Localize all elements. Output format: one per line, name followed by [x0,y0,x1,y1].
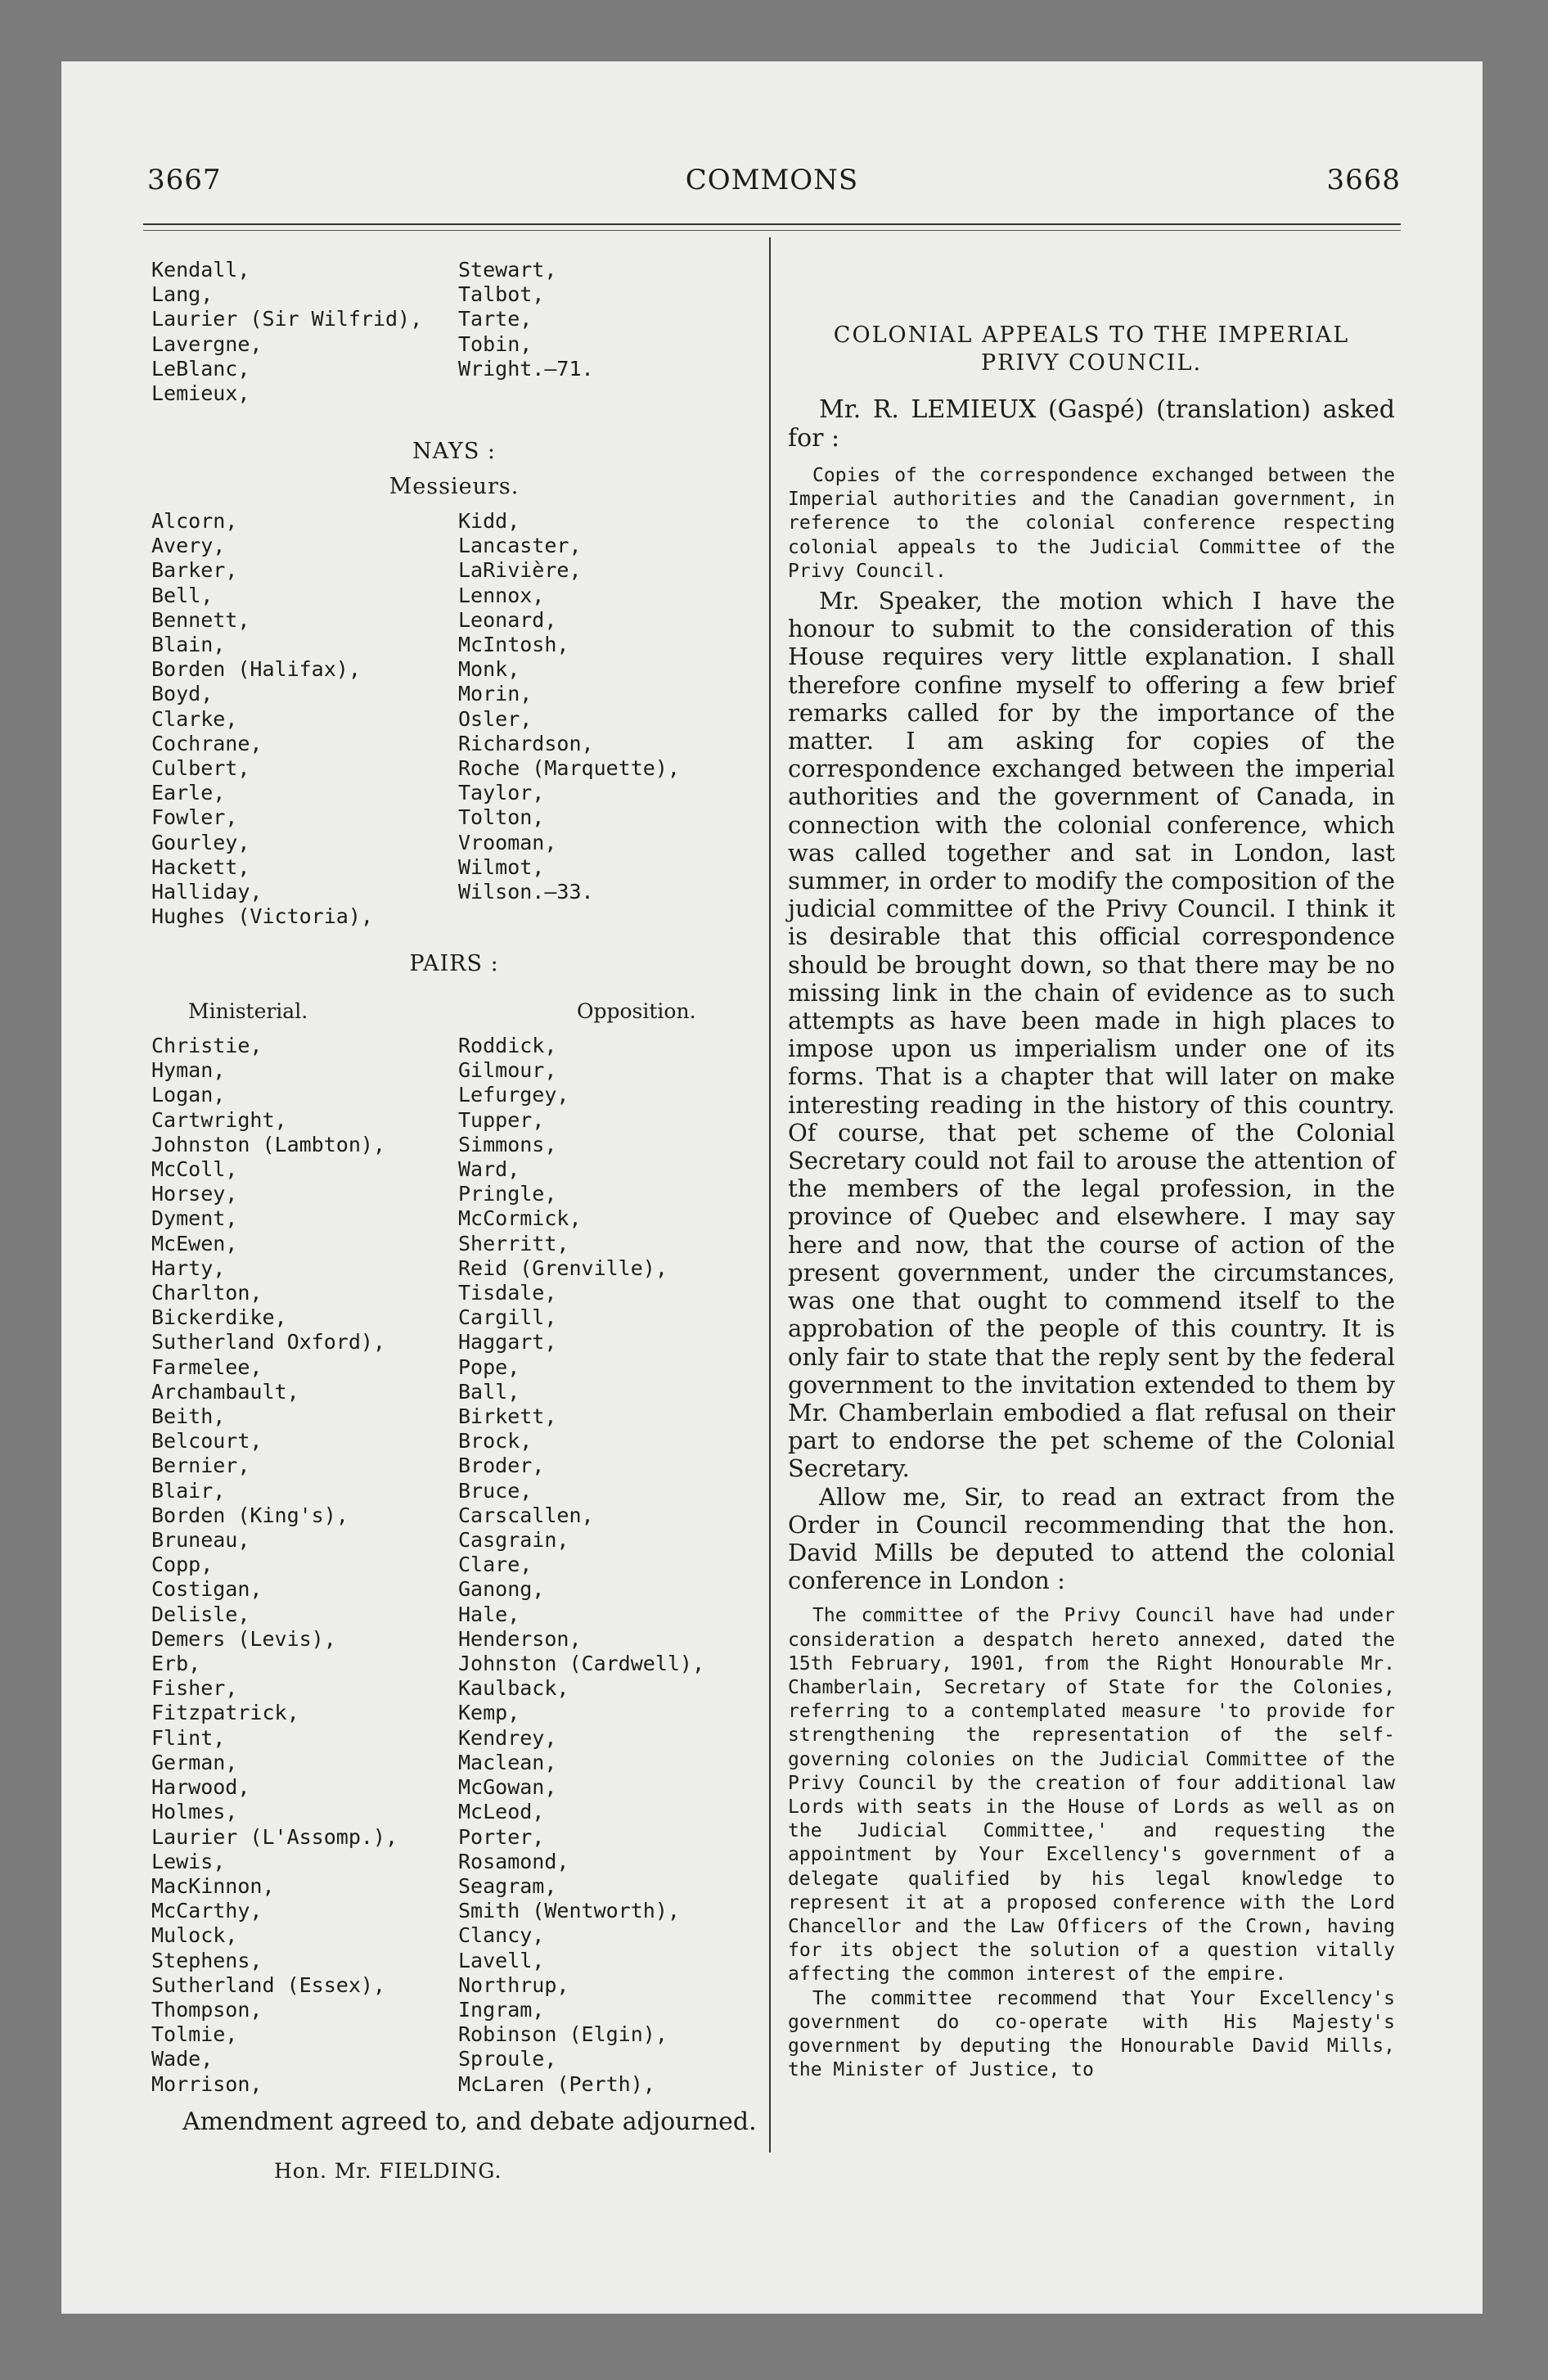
motion-text: Copies of the correspondence exchanged between the Imperial authorities and the Canadian government, in reference to the colonial conference respecting colonial appeals to the Judicial Committee of the Privy Council. [788,465,1395,582]
name-entry: Blair, [151,1478,226,1503]
name-entry: Cartwright, [151,1107,287,1132]
name-entry: Robinson (Elgin), [458,2022,668,2047]
left-page-number: 3667 [147,164,222,196]
order-in-council-quote-1: The committee of the Privy Council have had under consideration a despatch hereto annexed, dated the 15th February, 1901, from the Right Honourable Mr. Chamberlain, Secretary of State for the Colonies, referring to a contemplated measure 'to provide for strengthening the representation of the self-governing colonies on the Judicial Committee of the Privy Council by the creation of four additional law Lords with seats in the House of Lords as well as on the Judicial Committee,' and requesting the appointment by Your Excellency's government of a delegate qualified by his legal knowledge to represent it at a proposed conference with the Lord Chancellor and the Law Officers of the Crown, having for its object the solution of a question vitally affecting the common interest of the empire. [788,1605,1395,1986]
name-entry: Wilmot, [458,854,545,879]
name-entry: Henderson, [458,1626,582,1651]
name-entry: Rosamond, [458,1849,569,1873]
header-rule [143,223,1401,225]
name-entry: Costigan, [151,1577,263,1602]
name-entry: Gourley, [151,830,250,854]
nays-list [151,509,757,933]
name-entry: Roche (Marquette), [458,756,680,781]
header-rule-thin [143,230,1401,231]
name-entry: Johnston (Lambton), [151,1132,385,1156]
yeas-col2 [458,258,594,381]
pairs-heading: PAIRS : [409,951,499,976]
name-entry: Osler, [458,706,533,731]
name-entry: Bickerdike, [151,1305,287,1330]
name-entry: Hyman, [151,1058,226,1083]
motion-intro: Mr. R. LEMIEUX (Gaspé) (translation) asked for : [788,395,1395,453]
name-entry: Earle, [151,781,226,805]
name-entry: McCormick, [458,1206,582,1231]
speech-paragraph-1: Mr. Speaker, the motion which I have the honour to submit to the consideration of this House requires very little explanation. I shall therefore confine myself to offering a few brief remarks called for by the importance of the matter. I am asking for copies of the correspondence exchanged between the imperial authorities and the government of Canada, in connection with the colonial conference, which was called together and sat in London, last summer, in order to modify the composition of the judicial committee of the Privy Council. I think it is desirable that this official correspondence should be brought down, so that there may be no missing link in the chain of evidence as to such attempts as have been made in high places to impose upon us imperialism under one of its forms. That is a chapter that will later on make interesting reading in the history of this country. Of course, that pet scheme of the Colonial Secretary could not fail to arouse the attention of the members of the legal profession, in the province of Quebec and elsewhere. I may say here and now, that the course of action of the present government, under the circumstances, was one that ought to commend itself to the approbation of the people of this country. It is only fair to state that the reply sent by the federal government to the invitation extended to them by Mr. Chamberlain embodied a flat refusal on their part to endorse the pet scheme of the Colonial Secretary. [788,587,1395,1483]
pairs-subheads [151,999,757,1025]
nays-heading: NAYS : [412,439,497,464]
name-entry: Morrison, [151,2071,263,2096]
column-divider [769,237,771,2152]
name-entry: Lang, [151,282,214,307]
name-entry: Talbot, [458,282,545,307]
ministerial-list [151,1034,398,2097]
name-entry: Harwood, [151,1775,250,1800]
name-entry: Boyd, [151,682,214,706]
name-entry: McEwen, [151,1231,238,1255]
name-entry: Borden (Halifax), [151,657,361,682]
name-entry: Halliday, [151,880,263,904]
name-entry: Seagram, [458,1873,557,1898]
yeas-col1 [151,258,422,406]
name-entry: Mulock, [151,1923,238,1948]
right-page-number: 3668 [1326,164,1401,196]
name-entry: Broder, [458,1454,545,1478]
name-entry: Erb, [151,1652,201,1676]
name-entry: Wright.—71. [458,356,594,381]
name-entry: Charlton, [151,1281,263,1305]
name-entry: Tisdale, [458,1281,557,1305]
name-entry: Beith, [151,1404,226,1429]
name-entry: Lavell, [458,1948,545,1972]
name-entry: Fowler, [151,805,238,830]
name-entry: Bruneau, [151,1528,250,1553]
name-entry: Birkett, [458,1404,557,1429]
name-entry: Harty, [151,1255,226,1280]
nays-col2 [458,509,680,904]
name-entry: Lewis, [151,1849,226,1873]
name-entry: Tarte, [458,307,533,331]
name-entry: Vrooman, [458,830,557,854]
pairs-list [151,1034,757,2098]
name-entry: Flint, [151,1725,226,1750]
name-entry: McLeod, [458,1800,545,1824]
name-entry: Blain, [151,633,226,657]
name-entry: Sherritt, [458,1231,569,1255]
name-entry: Stephens, [151,1948,263,1972]
name-entry: Hale, [458,1602,520,1626]
name-entry: Alcorn, [151,509,238,533]
name-entry: Delisle, [151,1602,250,1626]
name-entry: Tupper, [458,1107,545,1132]
name-entry: Pope, [458,1355,520,1379]
name-entry: Smith (Wentworth), [458,1899,680,1923]
right-column [788,258,1395,2082]
speech-paragraph-2: Allow me, Sir, to read an extract from the Order in Council recommending that the hon. David Mills be deputed to attend the colonial conference in London : [788,1482,1395,1595]
name-entry: Leonard, [458,607,557,632]
name-entry: Lavergne, [151,331,263,356]
name-entry: Kaulback, [458,1676,569,1701]
name-entry: Johnston (Cardwell), [458,1652,705,1676]
name-entry: Holmes, [151,1800,238,1824]
name-entry: Farmelee, [151,1355,263,1379]
messieurs-label: Messieurs. [389,474,520,499]
name-entry: Logan, [151,1083,226,1107]
name-entry: Stewart, [458,258,557,282]
name-entry: Brock, [458,1429,533,1454]
name-entry: Culbert, [151,756,250,781]
name-entry: Bruce, [458,1478,533,1503]
order-in-council-quote-2: The committee recommend that Your Excellency's government do co-operate with His Majesty's government by deputing the Honourable David Mills, the Minister of Justice, to [788,1987,1395,2081]
name-entry: Lancaster, [458,534,582,558]
name-entry: Reid (Grenville), [458,1255,668,1280]
name-entry: Laurier (L'Assomp.), [151,1824,398,1849]
name-entry: German, [151,1750,238,1774]
name-entry: Barker, [151,558,238,583]
name-entry: Wilson.—33. [458,880,594,904]
name-entry: Morin, [458,682,533,706]
name-entry: Belcourt, [151,1429,263,1454]
name-entry: Pringle, [458,1182,557,1206]
name-entry: Cargill, [458,1305,557,1330]
name-entry: Ball, [458,1379,520,1404]
section-title: COLONIAL APPEALS TO THE IMPERIAL PRIVY COUNCIL. [833,322,1350,376]
name-entry: Haggart, [458,1330,557,1355]
name-entry: McCarthy, [151,1899,263,1923]
name-entry: McColl, [151,1157,238,1182]
name-entry: Simmons, [458,1132,557,1156]
opposition-list [458,1034,704,2097]
name-entry: Lennox, [458,583,545,607]
name-entry: Sutherland (Essex), [151,1972,385,1997]
name-entry: LaRivière, [458,558,582,583]
name-entry: Kidd, [458,509,520,533]
name-entry: Lefurgey, [458,1083,569,1107]
running-header: COMMONS [685,164,859,196]
name-entry: McIntosh, [458,633,569,657]
name-entry: Monk, [458,657,520,682]
name-entry: Archambault, [151,1379,299,1404]
name-entry: Demers (Levis), [151,1626,336,1651]
name-entry: Casgrain, [458,1528,569,1553]
name-entry: Porter, [458,1824,545,1849]
name-entry: Maclean, [458,1750,557,1774]
nays-col1 [151,509,373,929]
name-entry: LeBlanc, [151,356,250,381]
name-entry: Clare, [458,1553,533,1577]
name-entry: Avery, [151,534,226,558]
ministerial-label: Ministerial. [188,999,308,1023]
name-entry: Clarke, [151,706,238,731]
name-entry: Cochrane, [151,731,263,755]
name-entry: Wade, [151,2047,214,2071]
name-entry: Bernier, [151,1454,250,1478]
name-entry: Hughes (Victoria), [151,904,373,929]
name-entry: Fisher, [151,1676,238,1701]
name-entry: Tolmie, [151,2022,238,2047]
name-entry: Roddick, [458,1034,557,1057]
name-entry: Copp, [151,1553,214,1577]
name-entry: Tobin, [458,331,533,356]
name-entry: Hackett, [151,854,250,879]
name-entry: Kendrey, [458,1725,557,1750]
name-entry: Ingram, [458,1997,545,2022]
name-entry: Carscallen, [458,1503,594,1527]
name-entry: MacKinnon, [151,1873,275,1898]
name-entry: Ward, [458,1157,520,1182]
name-entry: Horsey, [151,1182,238,1206]
name-entry: Kendall, [151,258,250,282]
left-column [151,258,757,2183]
name-entry: Lemieux, [151,381,250,406]
name-entry: McLaren (Perth), [458,2071,655,2096]
name-entry: Bell, [151,583,214,607]
name-entry: Borden (King's), [151,1503,349,1527]
name-entry: McGowan, [458,1775,557,1800]
name-entry: Fitzpatrick, [151,1701,299,1725]
name-entry: Ganong, [458,1577,545,1602]
name-entry: Clancy, [458,1923,545,1948]
name-entry: Northrup, [458,1972,569,1997]
name-entry: Christie, [151,1034,263,1057]
amendment-result: Amendment agreed to, and debate adjourned. [182,2107,757,2136]
name-entry: Dyment, [151,1206,238,1231]
next-speaker: Hon. Mr. FIELDING. [274,2159,502,2183]
name-entry: Sutherland Oxford), [151,1330,385,1355]
name-entry: Richardson, [458,731,594,755]
name-entry: Taylor, [458,781,545,805]
opposition-label: Opposition. [577,999,696,1023]
name-entry: Sproule, [458,2047,557,2071]
name-entry: Thompson, [151,1997,263,2022]
name-entry: Bennett, [151,607,250,632]
name-entry: Laurier (Sir Wilfrid), [151,307,423,331]
yeas-list [151,258,757,410]
name-entry: Tolton, [458,805,545,830]
page [61,61,1483,2314]
name-entry: Kemp, [458,1701,520,1725]
name-entry: Gilmour, [458,1058,557,1083]
